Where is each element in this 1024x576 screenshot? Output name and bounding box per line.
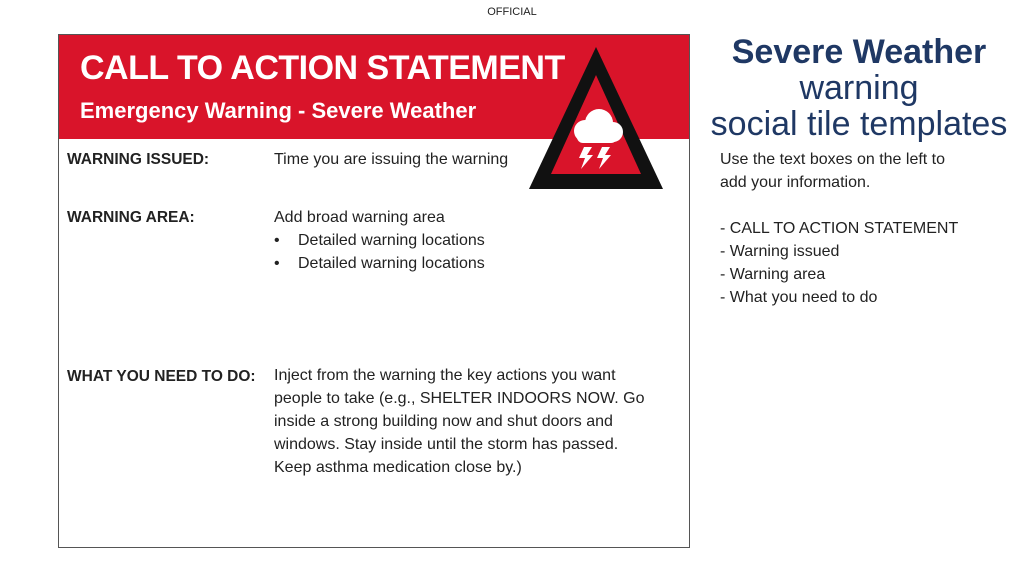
- list-item: - What you need to do: [720, 289, 878, 306]
- title-line-2: warning: [799, 69, 919, 107]
- instruction-line: add your information.: [720, 174, 871, 191]
- list-item: - Warning issued: [720, 243, 840, 260]
- warning-area-text: Add broad warning area: [274, 209, 445, 226]
- warning-locations-list: [274, 229, 485, 275]
- text-line: inside a strong building now and shut doors and: [274, 413, 613, 430]
- text-line: people to take (e.g., SHELTER INDOORS NOW. Go: [274, 390, 645, 407]
- instructions: [720, 148, 1010, 309]
- list-item: • Detailed warning locations: [274, 229, 485, 252]
- text-line: windows. Stay inside until the storm has passed.: [274, 436, 619, 453]
- template-title: [696, 34, 1022, 142]
- list-item: - Warning area: [720, 266, 826, 283]
- banner-subtitle[interactable]: Emergency Warning - Severe Weather: [80, 98, 477, 123]
- what-to-do-label: WHAT YOU NEED TO DO:: [67, 368, 256, 385]
- warning-issued-label: WARNING ISSUED:: [67, 151, 210, 168]
- list-item: - CALL TO ACTION STATEMENT: [720, 220, 959, 237]
- warning-issued-value[interactable]: Time you are issuing the warning: [274, 151, 509, 168]
- list-item: • Detailed warning locations: [274, 252, 485, 275]
- banner-title[interactable]: CALL TO ACTION STATEMENT: [80, 49, 565, 87]
- storm-warning-icon: [525, 43, 667, 193]
- title-line-3: social tile templates: [710, 105, 1008, 143]
- classification-label: OFFICIAL: [487, 6, 537, 18]
- social-tile: [58, 34, 690, 548]
- checklist: [720, 217, 1010, 309]
- warning-area-value[interactable]: [274, 206, 485, 275]
- what-to-do-value[interactable]: [274, 364, 645, 479]
- instruction-line: Use the text boxes on the left to: [720, 151, 946, 168]
- text-line: Inject from the warning the key actions you want: [274, 367, 616, 384]
- warning-area-label: WARNING AREA:: [67, 209, 195, 226]
- text-line: Keep asthma medication close by.): [274, 459, 522, 476]
- title-line-1: Severe Weather: [731, 33, 987, 71]
